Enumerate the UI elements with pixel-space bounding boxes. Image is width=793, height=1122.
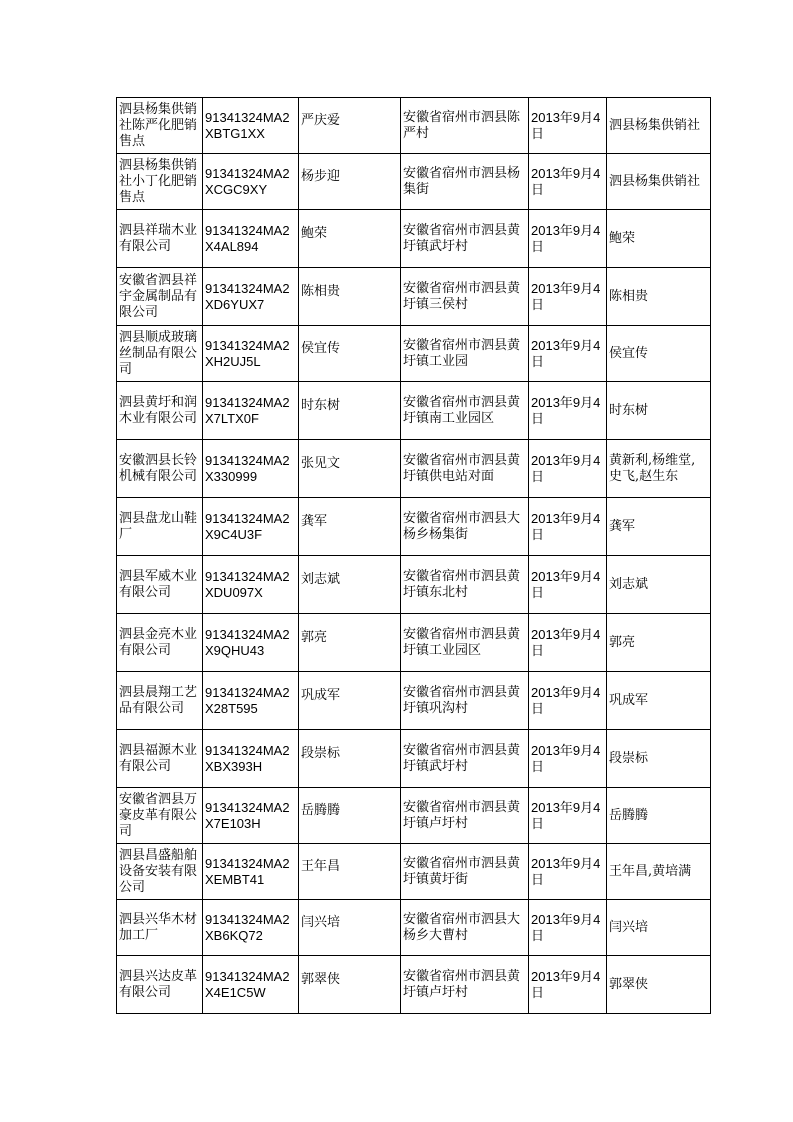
registry-table [116, 97, 711, 1014]
company-name-cell: 泗县福源木业有限公司 [117, 730, 203, 788]
credit-code-cell: 91341324MA2X7E103H [203, 788, 299, 844]
table-row [117, 154, 711, 210]
owner-cell: 闫兴培 [607, 900, 711, 956]
legal-person-text: 巩成军 [301, 687, 341, 703]
legal-person-cell [299, 788, 401, 844]
owner-cell: 段崇标 [607, 730, 711, 788]
table-row [117, 788, 711, 844]
address-cell: 安徽省宿州市泗县黄圩镇供电站对面 [401, 440, 529, 498]
legal-person-text: 岳腾腾 [301, 802, 341, 818]
company-name-cell: 泗县军威木业有限公司 [117, 556, 203, 614]
address-cell: 安徽省宿州市泗县黄圩镇三侯村 [401, 268, 529, 326]
date-cell: 2013年9月4日 [529, 556, 607, 614]
address-cell: 安徽省宿州市泗县黄圩镇卢圩村 [401, 788, 529, 844]
legal-person-cell [299, 844, 401, 900]
credit-code-cell: 91341324MA2XCGC9XY [203, 154, 299, 210]
owner-cell: 岳腾腾 [607, 788, 711, 844]
address-cell: 安徽省宿州市泗县黄圩镇工业园 [401, 326, 529, 382]
company-name-cell: 泗县兴华木材加工厂 [117, 900, 203, 956]
table-row [117, 440, 711, 498]
credit-code-cell: 91341324MA2X7LTX0F [203, 382, 299, 440]
owner-cell: 时东树 [607, 382, 711, 440]
credit-code-cell: 91341324MA2XDU097X [203, 556, 299, 614]
address-cell: 安徽省宿州市泗县杨集街 [401, 154, 529, 210]
table-row [117, 730, 711, 788]
legal-person-text: 严庆爱 [301, 112, 341, 128]
address-cell: 安徽省宿州市泗县黄圩镇武圩村 [401, 210, 529, 268]
legal-person-cell [299, 956, 401, 1014]
table-row [117, 210, 711, 268]
table-row [117, 498, 711, 556]
company-name-cell: 泗县杨集供销社陈严化肥销售点 [117, 98, 203, 154]
owner-cell: 郭亮 [607, 614, 711, 672]
registry-table-body [117, 98, 711, 1014]
address-cell: 安徽省宿州市泗县黄圩镇南工业园区 [401, 382, 529, 440]
company-name-cell: 安徽省泗县祥宇金属制品有限公司 [117, 268, 203, 326]
table-row [117, 98, 711, 154]
owner-cell: 刘志斌 [607, 556, 711, 614]
owner-cell: 侯宜传 [607, 326, 711, 382]
legal-person-cell [299, 556, 401, 614]
company-name-cell: 泗县顺成玻璃丝制品有限公司 [117, 326, 203, 382]
credit-code-cell: 91341324MA2X9C4U3F [203, 498, 299, 556]
credit-code-cell: 91341324MA2XB6KQ72 [203, 900, 299, 956]
legal-person-cell [299, 730, 401, 788]
legal-person-text: 郭翠侠 [301, 971, 341, 987]
company-name-cell: 安徽省泗县万豪皮革有限公司 [117, 788, 203, 844]
table-row [117, 672, 711, 730]
credit-code-cell: 91341324MA2X330999 [203, 440, 299, 498]
date-cell: 2013年9月4日 [529, 210, 607, 268]
legal-person-cell [299, 154, 401, 210]
company-name-cell: 泗县兴达皮革有限公司 [117, 956, 203, 1014]
credit-code-cell: 91341324MA2XEMBT41 [203, 844, 299, 900]
legal-person-text: 王年昌 [301, 858, 341, 874]
address-cell: 安徽省宿州市泗县陈严村 [401, 98, 529, 154]
owner-cell: 龚军 [607, 498, 711, 556]
owner-cell: 巩成军 [607, 672, 711, 730]
legal-person-text: 龚军 [301, 513, 328, 529]
date-cell: 2013年9月4日 [529, 844, 607, 900]
table-row [117, 956, 711, 1014]
company-name-cell: 泗县盘龙山鞋厂 [117, 498, 203, 556]
legal-person-text: 段崇标 [301, 745, 341, 761]
table-row [117, 326, 711, 382]
address-cell: 安徽省宿州市泗县黄圩镇卢圩村 [401, 956, 529, 1014]
legal-person-text: 鲍荣 [301, 225, 328, 241]
address-cell: 安徽省宿州市泗县黄圩镇武圩村 [401, 730, 529, 788]
credit-code-cell: 91341324MA2X4E1C5W [203, 956, 299, 1014]
owner-cell: 陈相贵 [607, 268, 711, 326]
owner-cell: 鲍荣 [607, 210, 711, 268]
date-cell: 2013年9月4日 [529, 672, 607, 730]
table-row [117, 614, 711, 672]
legal-person-cell [299, 268, 401, 326]
company-name-cell: 泗县昌盛船舶设备安装有限公司 [117, 844, 203, 900]
date-cell: 2013年9月4日 [529, 326, 607, 382]
date-cell: 2013年9月4日 [529, 614, 607, 672]
legal-person-text: 张见文 [301, 455, 341, 471]
credit-code-cell: 91341324MA2X28T595 [203, 672, 299, 730]
company-name-cell: 安徽泗县长铃机械有限公司 [117, 440, 203, 498]
legal-person-cell [299, 498, 401, 556]
company-name-cell: 泗县黄圩和润木业有限公司 [117, 382, 203, 440]
date-cell: 2013年9月4日 [529, 956, 607, 1014]
table-row [117, 268, 711, 326]
owner-cell: 泗县杨集供销社 [607, 98, 711, 154]
date-cell: 2013年9月4日 [529, 440, 607, 498]
company-name-cell: 泗县金亮木业有限公司 [117, 614, 203, 672]
date-cell: 2013年9月4日 [529, 900, 607, 956]
legal-person-cell [299, 382, 401, 440]
table-row [117, 556, 711, 614]
legal-person-cell [299, 210, 401, 268]
legal-person-text: 杨步迎 [301, 168, 341, 184]
legal-person-cell [299, 98, 401, 154]
date-cell: 2013年9月4日 [529, 498, 607, 556]
credit-code-cell: 91341324MA2XBTG1XX [203, 98, 299, 154]
company-name-cell: 泗县晨翔工艺品有限公司 [117, 672, 203, 730]
address-cell: 安徽省宿州市泗县黄圩镇东北村 [401, 556, 529, 614]
legal-person-cell [299, 614, 401, 672]
legal-person-text: 闫兴培 [301, 914, 341, 930]
address-cell: 安徽省宿州市泗县黄圩镇巩沟村 [401, 672, 529, 730]
owner-cell: 黄新利,杨维堂,史飞,赵生东 [607, 440, 711, 498]
legal-person-cell [299, 326, 401, 382]
credit-code-cell: 91341324MA2XBX393H [203, 730, 299, 788]
legal-person-cell [299, 900, 401, 956]
date-cell: 2013年9月4日 [529, 154, 607, 210]
legal-person-text: 侯宜传 [301, 340, 341, 356]
legal-person-text: 郭亮 [301, 629, 328, 645]
address-cell: 安徽省宿州市泗县黄圩镇工业园区 [401, 614, 529, 672]
address-cell: 安徽省宿州市泗县黄圩镇黄圩街 [401, 844, 529, 900]
legal-person-text: 时东树 [301, 397, 341, 413]
legal-person-cell [299, 672, 401, 730]
legal-person-text: 陈相贵 [301, 283, 341, 299]
credit-code-cell: 91341324MA2XH2UJ5L [203, 326, 299, 382]
date-cell: 2013年9月4日 [529, 788, 607, 844]
credit-code-cell: 91341324MA2X9QHU43 [203, 614, 299, 672]
company-name-cell: 泗县祥瑞木业有限公司 [117, 210, 203, 268]
date-cell: 2013年9月4日 [529, 730, 607, 788]
owner-cell: 郭翠侠 [607, 956, 711, 1014]
date-cell: 2013年9月4日 [529, 268, 607, 326]
date-cell: 2013年9月4日 [529, 382, 607, 440]
table-row [117, 382, 711, 440]
credit-code-cell: 91341324MA2XD6YUX7 [203, 268, 299, 326]
address-cell: 安徽省宿州市泗县大杨乡杨集街 [401, 498, 529, 556]
owner-cell: 泗县杨集供销社 [607, 154, 711, 210]
legal-person-cell [299, 440, 401, 498]
legal-person-text: 刘志斌 [301, 571, 341, 587]
table-row [117, 900, 711, 956]
company-name-cell: 泗县杨集供销社小丁化肥销售点 [117, 154, 203, 210]
credit-code-cell: 91341324MA2X4AL894 [203, 210, 299, 268]
owner-cell: 王年昌,黄培满 [607, 844, 711, 900]
address-cell: 安徽省宿州市泗县大杨乡大曹村 [401, 900, 529, 956]
table-row [117, 844, 711, 900]
date-cell: 2013年9月4日 [529, 98, 607, 154]
